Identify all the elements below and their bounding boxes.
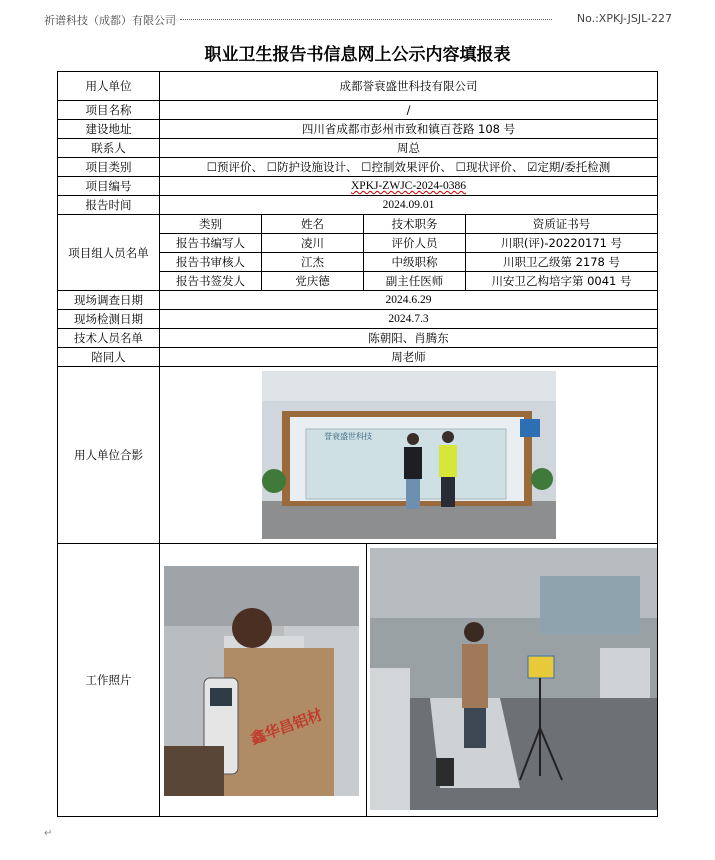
label-project-no: 项目编号 <box>58 177 160 196</box>
team-name[interactable]: 党庆德 <box>262 272 364 291</box>
page-header <box>44 10 672 28</box>
row-address <box>58 120 658 139</box>
work-photo-1-image <box>164 566 359 796</box>
value-tech-staff[interactable]: 陈朝阳、肖腾东 <box>160 329 658 348</box>
paragraph-mark: ↵ <box>44 828 53 839</box>
checkbox-control-eval[interactable]: ☐控制效果评价 <box>361 160 441 174</box>
checkbox-pre-eval[interactable]: ☐预评价 <box>206 160 252 174</box>
header-dotted-line <box>180 19 552 20</box>
row-test-date <box>58 310 658 329</box>
work-photos-cell <box>160 544 658 817</box>
team-role: 报告书签发人 <box>160 272 262 291</box>
team-name[interactable]: 江杰 <box>262 253 364 272</box>
checkbox-periodic-test[interactable]: ☑定期/委托检测 <box>527 160 611 174</box>
team-header-row <box>58 215 658 234</box>
label-category: 项目类别 <box>58 158 160 177</box>
header-company: 祈谱科技（成都）有限公司 <box>44 14 176 27</box>
row-tech-staff <box>58 329 658 348</box>
work-photo-2-image <box>370 548 658 810</box>
header-doc-no: No.:XPKJ-JSJL-227 <box>576 12 672 25</box>
group-photo-cell <box>160 367 658 544</box>
group-photo <box>262 371 556 539</box>
value-test-date[interactable]: 2024.7.3 <box>160 310 658 329</box>
label-escort: 陪同人 <box>58 348 160 367</box>
team-role: 报告书审核人 <box>160 253 262 272</box>
checkbox-protection-design[interactable]: ☐防护设施设计 <box>266 160 346 174</box>
photo-divider <box>366 544 367 816</box>
label-team: 项目组人员名单 <box>58 215 160 291</box>
label-tech-staff: 技术人员名单 <box>58 329 160 348</box>
row-work-photos <box>58 544 658 817</box>
label-unit: 用人单位 <box>58 72 160 101</box>
row-survey-date <box>58 291 658 310</box>
team-title[interactable]: 中级职称 <box>364 253 466 272</box>
value-contact[interactable]: 周总 <box>160 139 658 158</box>
checkbox-icon: ☐ <box>206 160 218 174</box>
value-address[interactable]: 四川省成都市彭州市致和镇百苍路 108 号 <box>160 120 658 139</box>
label-survey-date: 现场调查日期 <box>58 291 160 310</box>
value-project-name[interactable]: / <box>160 101 658 120</box>
value-project-no[interactable]: XPKJ-ZWJC-2024-0386 <box>160 177 658 196</box>
label-project-name: 项目名称 <box>58 101 160 120</box>
label-address: 建设地址 <box>58 120 160 139</box>
team-cert[interactable]: 川安卫乙构培字第 0041 号 <box>466 272 658 291</box>
team-cert[interactable]: 川职(评)-20220171 号 <box>466 234 658 253</box>
svg-text:誉衰盛世科技: 誉衰盛世科技 <box>323 432 372 441</box>
label-group-photo: 用人单位合影 <box>58 367 160 544</box>
row-unit <box>58 72 658 101</box>
team-title[interactable]: 评价人员 <box>364 234 466 253</box>
row-project-no <box>58 177 658 196</box>
work-photo-2 <box>370 548 658 810</box>
label-report-time: 报告时间 <box>58 196 160 215</box>
team-header-name: 姓名 <box>262 215 364 234</box>
team-header-title: 技术职务 <box>364 215 466 234</box>
team-title[interactable]: 副主任医师 <box>364 272 466 291</box>
row-report-time <box>58 196 658 215</box>
value-category: ☐预评价、 ☐防护设施设计、 ☐控制效果评价、 ☐现状评价、 ☑定期/委托检测 <box>160 158 658 177</box>
info-table <box>57 71 658 817</box>
checkbox-icon: ☐ <box>361 160 372 174</box>
value-unit[interactable]: 成都誉衰盛世科技有限公司 <box>160 72 658 101</box>
page-title: 职业卫生报告书信息网上公示内容填报表 <box>204 45 511 65</box>
checkbox-status-eval[interactable]: ☐现状评价 <box>455 160 512 174</box>
checked-checkbox-icon: ☑ <box>527 160 538 174</box>
group-photo-image <box>262 371 556 539</box>
team-role: 报告书编写人 <box>160 234 262 253</box>
team-header-cert: 资质证书号 <box>466 215 658 234</box>
work-photo-1 <box>164 566 359 796</box>
value-escort[interactable]: 周老师 <box>160 348 658 367</box>
team-name[interactable]: 凌川 <box>262 234 364 253</box>
value-survey-date[interactable]: 2024.6.29 <box>160 291 658 310</box>
checkbox-icon: ☐ <box>455 160 466 174</box>
row-category <box>58 158 658 177</box>
svg-text:鑫华昌铝材: 鑫华昌铝材 <box>248 705 325 749</box>
label-test-date: 现场检测日期 <box>58 310 160 329</box>
label-contact: 联系人 <box>58 139 160 158</box>
team-cert[interactable]: 川职卫乙级第 2178 号 <box>466 253 658 272</box>
row-escort <box>58 348 658 367</box>
row-group-photo <box>58 367 658 544</box>
team-header-role: 类别 <box>160 215 262 234</box>
value-report-time[interactable]: 2024.09.01 <box>160 196 658 215</box>
row-contact <box>58 139 658 158</box>
label-work-photos: 工作照片 <box>58 544 160 817</box>
row-project-name <box>58 101 658 120</box>
checkbox-icon: ☐ <box>266 160 277 174</box>
